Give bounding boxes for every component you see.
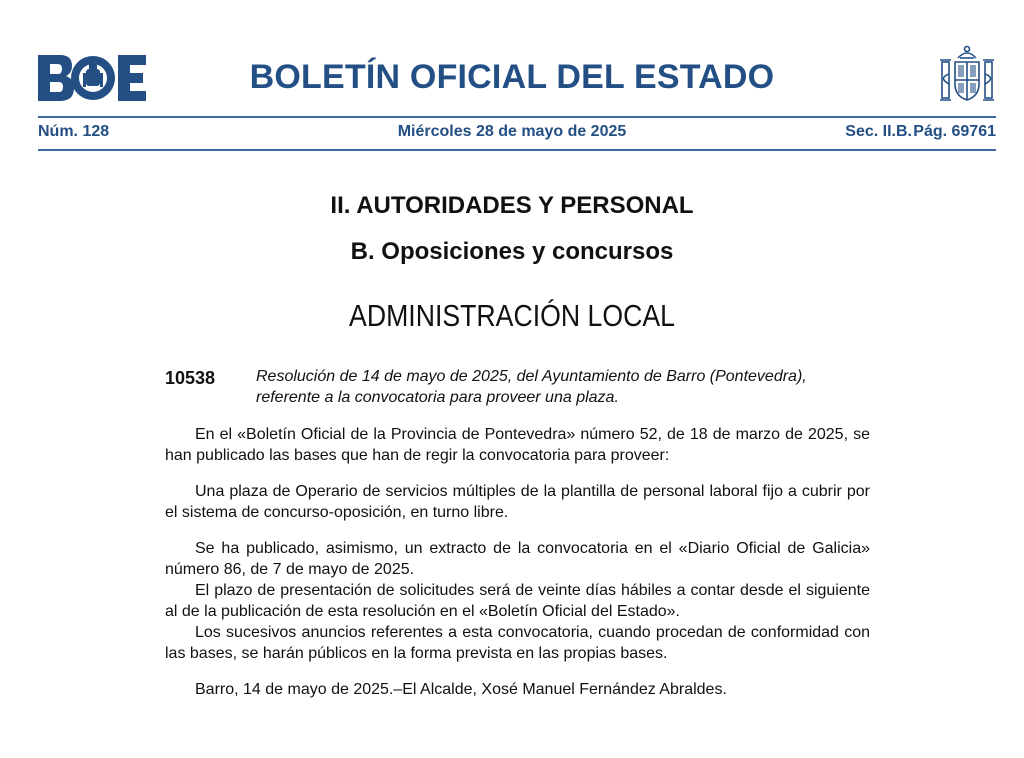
body-paragraph-1	[165, 424, 870, 466]
paragraph-text: Una plaza de Operario de servicios múltiples de la plantilla de personal laboral fijo a cubrir por el sistema de concurso-oposición, en turno libre.	[165, 483, 870, 521]
section-title: II. AUTORIDADES Y PERSONAL	[330, 192, 694, 219]
header-rule-top	[38, 116, 996, 118]
paragraph-text: Barro, 14 de mayo de 2025.–El Alcalde, Xosé Manuel Fernández Abraldes.	[195, 681, 727, 698]
subsection-title: B. Oposiciones y concursos	[350, 238, 674, 265]
issue-number: Núm. 128	[38, 123, 110, 140]
paragraph-text: Los sucesivos anuncios referentes a esta convocatoria, cuando procedan de conformidad con las bases, se harán públicos en la forma prevista en las propias bases.	[165, 624, 870, 662]
issue-page: Pág. 69761	[913, 123, 996, 140]
paragraph-text: El plazo de presentación de solicitudes será de veinte días hábiles a contar desde el siguiente al de la publicación de esta resolución en el «Boletín Oficial del Estado».	[165, 582, 870, 620]
paragraph-text: Se ha publicado, asimismo, un extracto de la convocatoria en el «Diario Oficial de Galicia» número 86, de 7 de mayo de 2025.	[165, 540, 870, 578]
entry-number: 10538	[165, 368, 216, 388]
body-paragraph-group	[165, 538, 870, 664]
resolution-heading: Resolución de 14 de mayo de 2025, del Ayuntamiento de Barro (Pontevedra), referente a la convocatoria para proveer una plaza.	[256, 368, 807, 406]
coat-of-arms-icon	[938, 44, 996, 106]
administration-title: ADMINISTRACIÓN LOCAL	[349, 298, 675, 333]
body-paragraph-2	[165, 481, 870, 523]
issue-section: Sec. II.B.	[845, 123, 912, 140]
header-rule-bottom	[38, 149, 996, 151]
issue-date: Miércoles 28 de mayo de 2025	[397, 123, 627, 140]
signature-line	[165, 679, 870, 700]
paragraph-text: En el «Boletín Oficial de la Provincia de Pontevedra» número 52, de 18 de marzo de 2025, se han publicado las bases que han de regir la convocatoria para proveer:	[165, 426, 870, 464]
masthead-title: BOLETÍN OFICIAL DEL ESTADO	[249, 58, 775, 96]
